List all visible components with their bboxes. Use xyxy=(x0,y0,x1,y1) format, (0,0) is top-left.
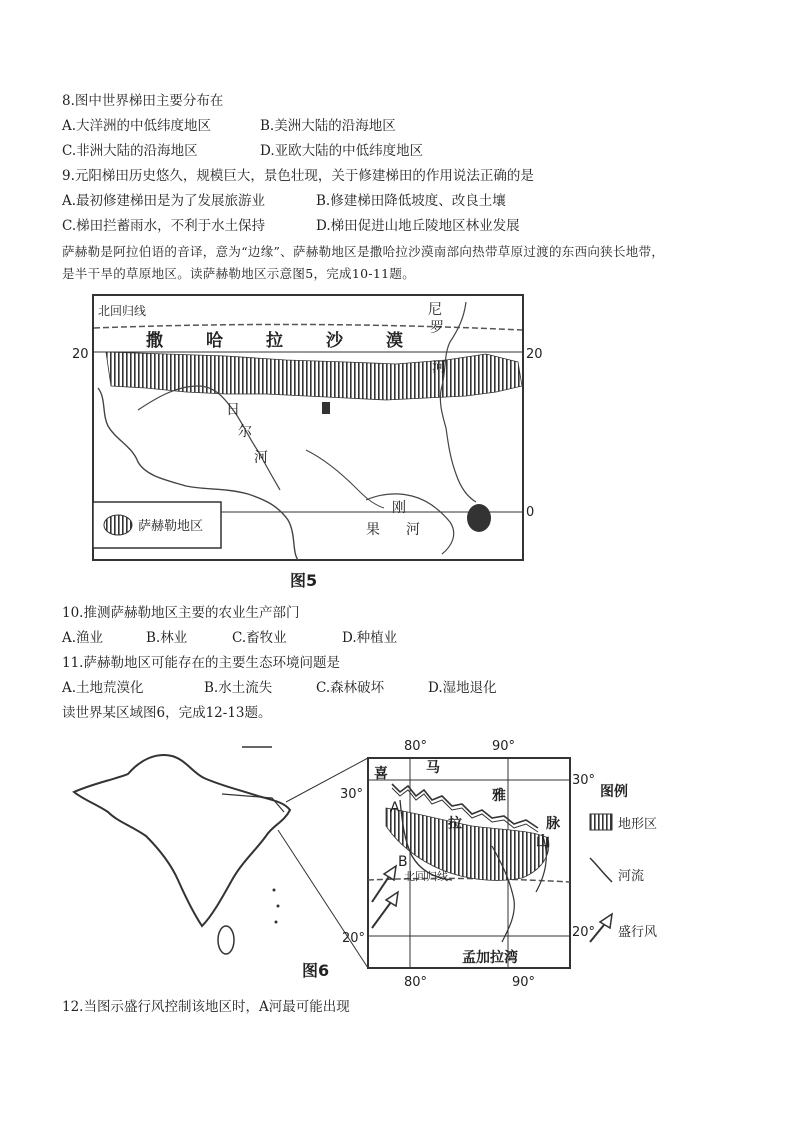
fig5-caption: 图5 xyxy=(290,571,318,590)
question-8-option-b: B.美洲大陆的沿海地区 xyxy=(260,118,396,134)
fig6-mountain-char-4: 雅 xyxy=(492,788,506,804)
fig6-lon-bottom-90: 90° xyxy=(512,975,536,990)
fig5-desert-char-1: 撒 xyxy=(146,331,163,351)
fig5-lat-left: 20 xyxy=(72,347,89,362)
india-outline xyxy=(74,755,290,926)
question-10-option-a: A.渔业 xyxy=(62,630,104,646)
fig5-nile-char-1: 尼 xyxy=(428,302,442,318)
figure-5-sahel-map xyxy=(66,290,546,595)
question-9-option-b: B.修建梯田降低坡度、改良土壤 xyxy=(316,193,506,209)
fig5-congo-char-2: 果 xyxy=(366,522,380,538)
fig6-lat-30-left: 30° xyxy=(340,787,364,802)
fig5-lat-right: 20 xyxy=(526,347,543,362)
sahel-intro-line-1: 萨赫勒是阿拉伯语的音译，意为“边缘”、萨赫勒地区是撒哈拉沙漠南部向热带草原过渡的东西向狭长地带， xyxy=(62,244,665,259)
fig5-niger-char-3: 河 xyxy=(254,450,268,466)
sahel-intro-line-2: 是半干旱的草原地区。读萨赫勒地区示意图5，完成10-11题。 xyxy=(62,266,415,281)
fig6-mountain-char-5: 山 xyxy=(536,834,550,850)
question-10-option-d: D.种植业 xyxy=(342,630,398,646)
fig6-tropic-label: 北回归线 xyxy=(404,870,448,883)
figure-6-south-asia-map xyxy=(62,730,682,992)
question-11-option-c: C.森林破坏 xyxy=(316,680,385,696)
fig6-point-a: A xyxy=(390,800,400,816)
question-8-option-c: C.非洲大陆的沿海地区 xyxy=(62,143,198,159)
fig6-legend-river: 河流 xyxy=(618,869,645,884)
question-8-option-a: A.大洋洲的中低纬度地区 xyxy=(62,118,212,134)
question-10-option-b: B.林业 xyxy=(146,630,188,646)
fig5-equator-label: 0 xyxy=(526,505,535,520)
fig6-mountain-char-2: 马 xyxy=(426,760,440,776)
fig5-desert-char-5: 漠 xyxy=(386,331,403,351)
question-11-option-b: B.水土流失 xyxy=(204,680,273,696)
fig6-lat-20-left: 20° xyxy=(342,931,366,946)
question-9-option-d: D.梯田促进山地丘陵地区林业发展 xyxy=(316,218,520,234)
fig5-nile-char-2: 罗 xyxy=(430,320,444,336)
question-11-option-a: A.土地荒漠化 xyxy=(62,680,144,696)
fig6-bay-label: 孟加拉湾 xyxy=(462,950,518,966)
fig6-lat-30-right: 30° xyxy=(572,773,596,788)
fig6-lon-top-80: 80° xyxy=(404,739,428,754)
fig5-desert-char-3: 拉 xyxy=(266,331,283,351)
fig5-desert-char-4: 沙 xyxy=(326,331,343,351)
fig5-legend-label: 萨赫勒地区 xyxy=(138,519,204,534)
fig5-desert-char-2: 哈 xyxy=(206,331,223,351)
fig5-nile-char-3: 河 xyxy=(432,360,446,376)
fig5-congo-char-1: 刚 xyxy=(392,500,406,516)
fig6-legend-terrain: 地形区 xyxy=(618,817,658,832)
fig6-lon-top-90: 90° xyxy=(492,739,516,754)
fig5-congo-char-3: 河 xyxy=(406,522,420,538)
fig6-mountain-char-3: 拉 xyxy=(448,816,462,832)
fig6-lon-bottom-80: 80° xyxy=(404,975,428,990)
fig6-legend-title: 图例 xyxy=(600,784,628,800)
question-9-option-c: C.梯田拦蓄雨水，不利于水土保持 xyxy=(62,218,266,234)
question-11-stem: 11.萨赫勒地区可能存在的主要生态环境问题是 xyxy=(62,655,340,671)
fig6-legend-wind: 盛行风 xyxy=(618,925,658,940)
fig6-point-b: B xyxy=(398,854,408,870)
fig5-niger-char-2: 尔 xyxy=(238,424,252,440)
fig6-mountain-char-6: 脉 xyxy=(546,816,560,832)
question-8-option-d: D.亚欧大陆的中低纬度地区 xyxy=(260,143,424,159)
fig6-mountain-char-1: 喜 xyxy=(374,766,388,782)
question-11-option-d: D.湿地退化 xyxy=(428,680,497,696)
question-12-stem: 12.当图示盛行风控制该地区时，A河最可能出现 xyxy=(62,999,350,1015)
fig6-lat-20-right: 20° xyxy=(572,925,596,940)
question-9-stem: 9.元阳梯田历史悠久，规模巨大，景色壮现，关于修建梯田的作用说法正确的是 xyxy=(62,168,534,184)
question-8-stem: 8.图中世界梯田主要分布在 xyxy=(62,93,224,109)
question-9-option-a: A.最初修建梯田是为了发展旅游业 xyxy=(62,193,266,209)
figure-6-intro: 读世界某区域图6，完成12-13题。 xyxy=(62,705,272,721)
fig5-tropic-label: 北回归线 xyxy=(98,304,147,318)
question-10-stem: 10.推测萨赫勒地区主要的农业生产部门 xyxy=(62,605,300,621)
fig5-niger-char-1: 日 xyxy=(226,402,240,418)
fig6-caption: 图6 xyxy=(302,961,330,980)
question-10-option-c: C.畜牧业 xyxy=(232,630,287,646)
